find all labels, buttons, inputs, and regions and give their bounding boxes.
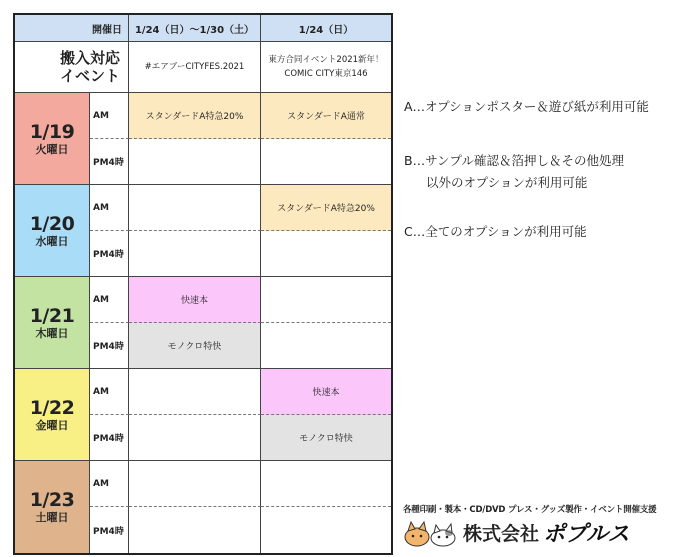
brand-company: 株式会社 [463, 523, 540, 545]
legend-c: C…全てのオプションが利用可能 [404, 224, 587, 239]
slot-pm: PM4時 [90, 231, 129, 277]
event-label-line1: 搬入対応 [59, 49, 120, 67]
slot-cell [129, 415, 261, 461]
slot-cell [261, 277, 391, 323]
day-date: 1/21 [29, 304, 75, 327]
day-weekday: 金曜日 [35, 418, 69, 432]
slot-cell [261, 323, 391, 369]
legend-a: A…オプションポスター＆遊び紙が利用可能 [404, 99, 649, 114]
slot-am: AM [90, 185, 129, 231]
day-date: 1/20 [29, 212, 75, 235]
day-cell-0120 [15, 185, 90, 277]
slot-am: AM [90, 369, 129, 415]
slot-cell [129, 185, 261, 231]
slot-cell [129, 369, 261, 415]
slot-pm: PM4時 [90, 139, 129, 185]
event-col1-name: #エアブーCITYFES.2021 [144, 62, 245, 72]
brand-block [403, 503, 673, 548]
slot-cell: スタンダードA通常 [261, 93, 391, 139]
day-weekday: 土曜日 [35, 511, 69, 524]
slot-pm: PM4時 [90, 507, 129, 553]
cats-logo-icon [403, 519, 461, 547]
slot-cell [129, 139, 261, 185]
day-weekday: 火曜日 [35, 142, 69, 156]
slot-cell [261, 461, 391, 507]
brand-tagline: 各種印刷・製本・CD/DVD プレス・グッズ製作・イベント開催支援 [403, 505, 657, 515]
header-date-label: 開催日 [15, 15, 129, 42]
header-col2: 1/24（日） [261, 15, 391, 42]
event-col2-name2: COMIC CITY東京146 [284, 69, 368, 79]
slot-am: AM [90, 277, 129, 323]
event-label-line2: イベント [59, 67, 120, 85]
day-date: 1/19 [29, 120, 75, 143]
schedule-table [13, 13, 393, 555]
slot-cell [129, 461, 261, 507]
day-cell-0123 [15, 461, 90, 553]
brand-company-name: ポプルス [543, 522, 630, 547]
slot-cell: スタンダードA特急20% [261, 185, 391, 231]
legend-b-line1: B…サンプル確認＆箔押し＆その他処理 [404, 153, 624, 168]
slot-cell: モノクロ特快 [129, 323, 261, 369]
day-date: 1/22 [29, 396, 75, 419]
legend-b-line2: 以外のオプションが利用可能 [426, 175, 588, 190]
slot-cell [261, 507, 391, 553]
day-weekday: 水曜日 [35, 234, 69, 248]
slot-cell: 快速本 [129, 277, 261, 323]
event-col2 [261, 42, 391, 93]
event-row-label [15, 42, 129, 93]
slot-cell [129, 507, 261, 553]
day-date: 1/23 [29, 489, 75, 511]
day-weekday: 木曜日 [35, 326, 69, 340]
slot-cell [261, 139, 391, 185]
legend-b [404, 151, 624, 191]
day-cell-0122 [15, 369, 90, 461]
day-cell-0119 [15, 93, 90, 185]
header-col1: 1/24（日）～1/30（土） [129, 15, 261, 42]
event-col1 [129, 42, 261, 93]
slot-cell [261, 231, 391, 277]
slot-cell: 快速本 [261, 369, 391, 415]
slot-pm: PM4時 [90, 323, 129, 369]
slot-pm: PM4時 [90, 415, 129, 461]
slot-am: AM [90, 461, 129, 507]
slot-am: AM [90, 93, 129, 139]
slot-cell [129, 231, 261, 277]
day-cell-0121 [15, 277, 90, 369]
event-col2-name1: 東方合同イベント2021新年！ [268, 55, 384, 65]
slot-cell: モノクロ特快 [261, 415, 391, 461]
slot-cell: スタンダードA特急20% [129, 93, 261, 139]
